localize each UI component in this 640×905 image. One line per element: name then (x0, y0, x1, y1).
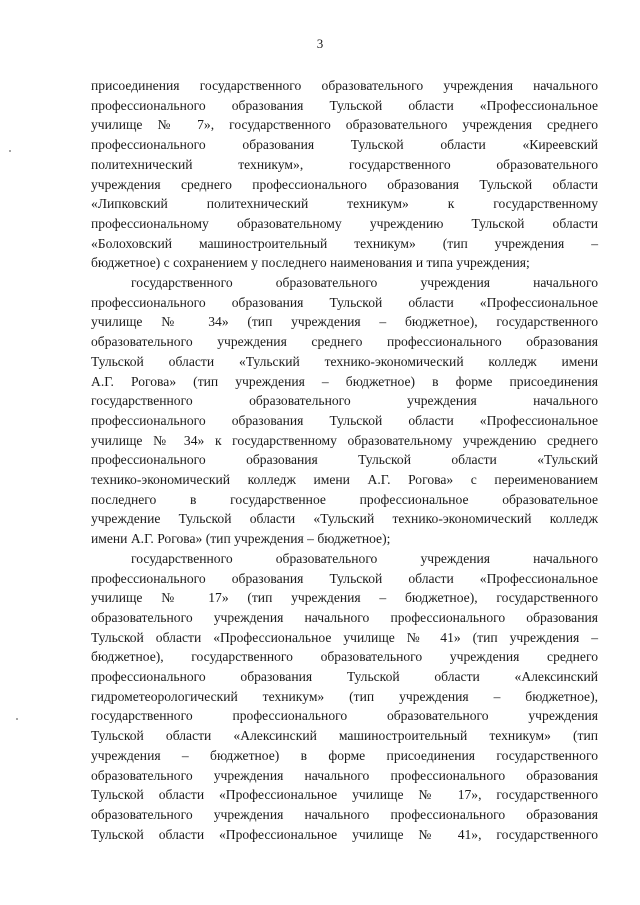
text-line: А.Г. Рогова» (тип учреждения – бюджетное) в форме присоединения (91, 374, 598, 389)
text-line: «Липковский политехнический техникум» к государственному (91, 196, 598, 211)
text-line: государственного образовательного учреждения начального (131, 275, 598, 290)
text-line: технико-экономический колледж имени А.Г. Рогова» с переименованием (91, 472, 598, 487)
text-line: профессионального образования Тульской области «Алексинский (91, 669, 598, 684)
text-line: бюджетное) с сохранением у последнего наименования и типа учреждения; (91, 255, 530, 270)
text-line: бюджетное), государственного образовательного учреждения среднего (91, 649, 598, 664)
text-line: профессионального образования Тульской области «Киреевский (91, 137, 598, 152)
text-line: политехнический техникум», государственного образовательного (91, 157, 598, 172)
text-line: государственного образовательного учреждения начального (131, 551, 598, 566)
text-line: профессионального образования Тульской области «Тульский (91, 452, 598, 467)
text-line: имени А.Г. Рогова» (тип учреждения – бюджетное); (91, 531, 391, 546)
text-line: последнего в государственное профессиональное образовательное (91, 492, 598, 507)
text-line: училище № 17» (тип учреждения – бюджетное), государственного (91, 590, 598, 605)
text-line: профессионального образования Тульской области «Профессиональное (91, 98, 598, 113)
text-line: училище № 7», государственного образовательного учреждения среднего (91, 117, 598, 132)
text-line: профессионального образования Тульской области «Профессиональное (91, 413, 598, 428)
text-line: образовательного учреждения начального профессионального образования (91, 610, 598, 625)
text-line: государственного образовательного учреждения начального (91, 393, 598, 408)
text-line: профессиональному образовательному учреждению Тульской области (91, 216, 598, 231)
text-line: образовательного учреждения начального профессионального образования (91, 768, 598, 783)
text-line: Тульской области «Тульский технико-экономический колледж имени (91, 354, 598, 369)
text-line: профессионального образования Тульской области «Профессиональное (91, 571, 598, 586)
text-line: Тульской области «Алексинский машиностроительный техникум» (тип (91, 728, 598, 743)
text-line: Тульской области «Профессиональное училище № 41» (тип учреждения – (91, 630, 598, 645)
text-line: учреждение Тульской области «Тульский технико-экономический колледж (91, 511, 598, 526)
text-line: учреждения – бюджетное) в форме присоединения государственного (91, 748, 598, 763)
scan-speck (16, 718, 18, 720)
text-line: государственного профессионального образовательного учреждения (91, 708, 598, 723)
text-line: гидрометеорологический техникум» (тип учреждения – бюджетное), (91, 689, 598, 704)
text-line: образовательного учреждения среднего профессионального образования (91, 334, 598, 349)
text-line: учреждения среднего профессионального образования Тульской области (91, 177, 598, 192)
text-line: училище № 34» к государственному образовательному учреждению среднего (91, 433, 598, 448)
text-line: профессионального образования Тульской области «Профессиональное (91, 295, 598, 310)
text-line: присоединения государственного образовательного учреждения начального (91, 78, 598, 93)
scan-speck (9, 150, 11, 152)
text-line: Тульской области «Профессиональное училище № 17», государственного (91, 787, 598, 802)
text-line: образовательного учреждения начального профессионального образования (91, 807, 598, 822)
page-number: 3 (316, 36, 324, 51)
text-line: училище № 34» (тип учреждения – бюджетное), государственного (91, 314, 598, 329)
text-line: Тульской области «Профессиональное училище № 41», государственного (91, 827, 598, 842)
text-line: «Болоховский машиностроительный техникум» (тип учреждения – (91, 236, 598, 251)
